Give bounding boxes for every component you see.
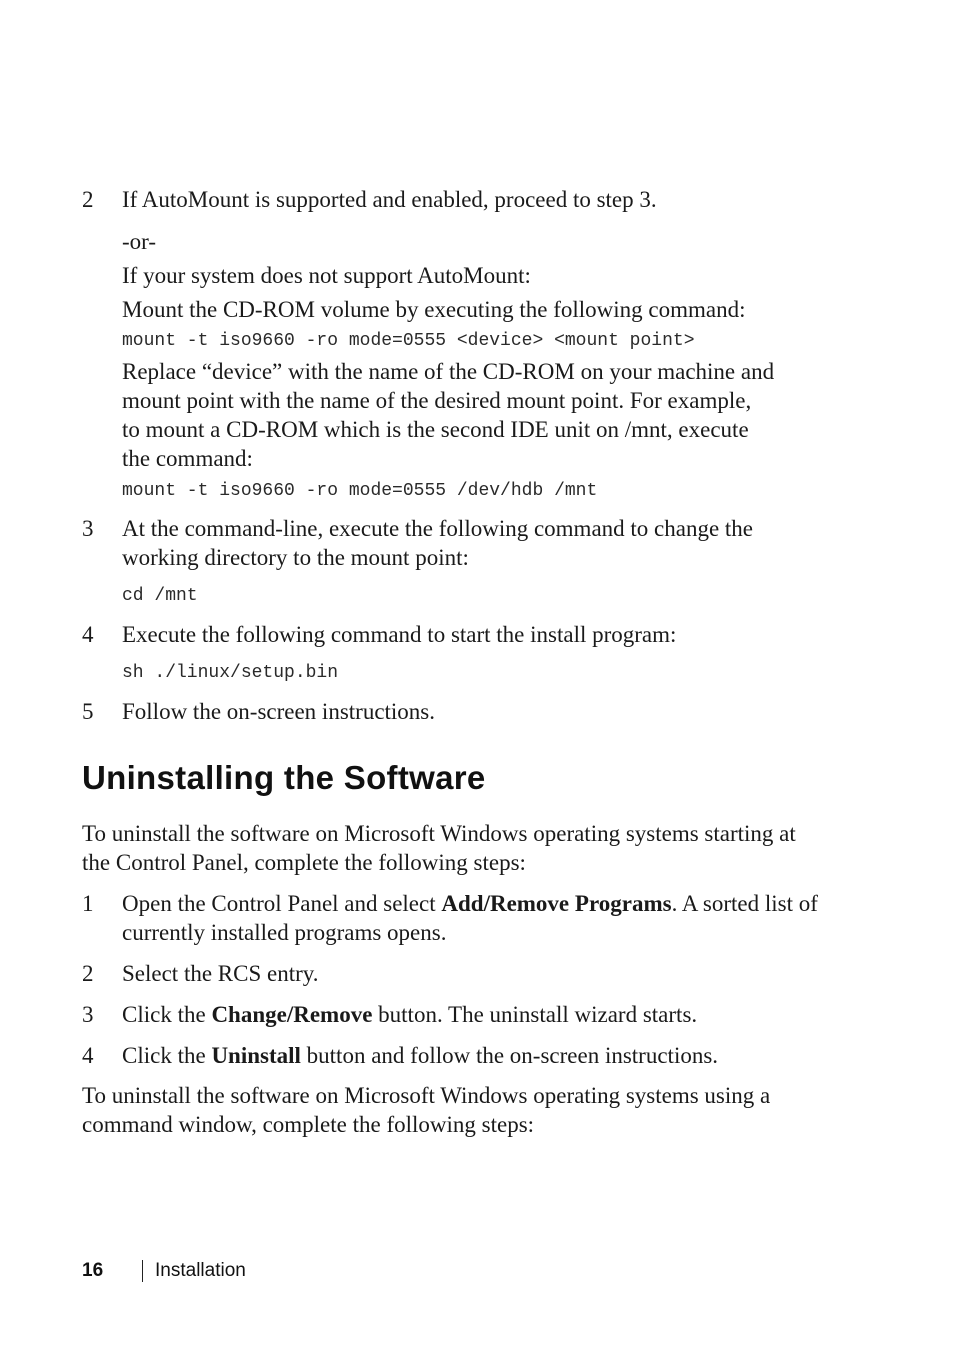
step-number: 2 — [82, 961, 94, 986]
replace-line: mount point with the name of the desired mount point. For example, — [122, 388, 752, 413]
replace-line: the command: — [122, 446, 253, 471]
code-mount-generic: mount -t iso9660 -ro mode=0555 <device> <mount point> — [122, 331, 695, 351]
section-heading: Uninstalling the Software — [82, 759, 486, 796]
step-text: Click the Uninstall button and follow the on-screen instructions. — [122, 1043, 719, 1068]
step-text: Follow the on-screen instructions. — [122, 699, 436, 724]
outro-line: To uninstall the software on Microsoft Windows operating systems using a — [82, 1083, 771, 1108]
step-text: Open the Control Panel and select Add/Remove Programs. A sorted list of — [122, 891, 818, 916]
step-number: 1 — [82, 891, 94, 916]
step-text: Select the RCS entry. — [122, 961, 319, 986]
step-number: 3 — [82, 1002, 94, 1027]
footer-divider — [142, 1260, 143, 1282]
replace-line: Replace “device” with the name of the CD-ROM on your machine and — [122, 359, 775, 384]
intro-line: To uninstall the software on Microsoft Windows operating systems starting at — [82, 821, 796, 846]
code-cd: cd /mnt — [122, 586, 198, 606]
step-text: currently installed programs opens. — [122, 920, 447, 945]
step-text: Click the Change/Remove button. The uninstall wizard starts. — [122, 1002, 698, 1027]
step-number: 5 — [82, 699, 94, 724]
code-mount-example: mount -t iso9660 -ro mode=0555 /dev/hdb /mnt — [122, 481, 598, 501]
step-number: 4 — [82, 1043, 94, 1068]
outro-line: command window, complete the following steps: — [82, 1112, 535, 1137]
step-text: If AutoMount is supported and enabled, proceed to step 3. — [122, 187, 657, 212]
step-text: Execute the following command to start the install program: — [122, 622, 677, 647]
code-setup: sh ./linux/setup.bin — [122, 663, 339, 683]
step-number: 2 — [82, 187, 94, 212]
ui-label-change-remove: Change/Remove — [211, 1002, 373, 1027]
step-number: 3 — [82, 516, 94, 541]
step-text: At the command-line, execute the following command to change the — [122, 516, 754, 541]
step-text: working directory to the mount point: — [122, 545, 469, 570]
chapter-title: Installation — [155, 1260, 246, 1281]
mount-intro-text: Mount the CD-ROM volume by executing the following command: — [122, 297, 746, 322]
ui-label-add-remove-programs: Add/Remove Programs — [441, 891, 672, 916]
replace-line: to mount a CD-ROM which is the second IDE unit on /mnt, execute — [122, 417, 749, 442]
page-number: 16 — [82, 1260, 104, 1281]
no-automount-text: If your system does not support AutoMount: — [122, 263, 531, 288]
step-number: 4 — [82, 622, 94, 647]
intro-line: the Control Panel, complete the following steps: — [82, 850, 526, 875]
ui-label-uninstall: Uninstall — [211, 1043, 301, 1068]
or-separator: -or- — [122, 229, 157, 254]
